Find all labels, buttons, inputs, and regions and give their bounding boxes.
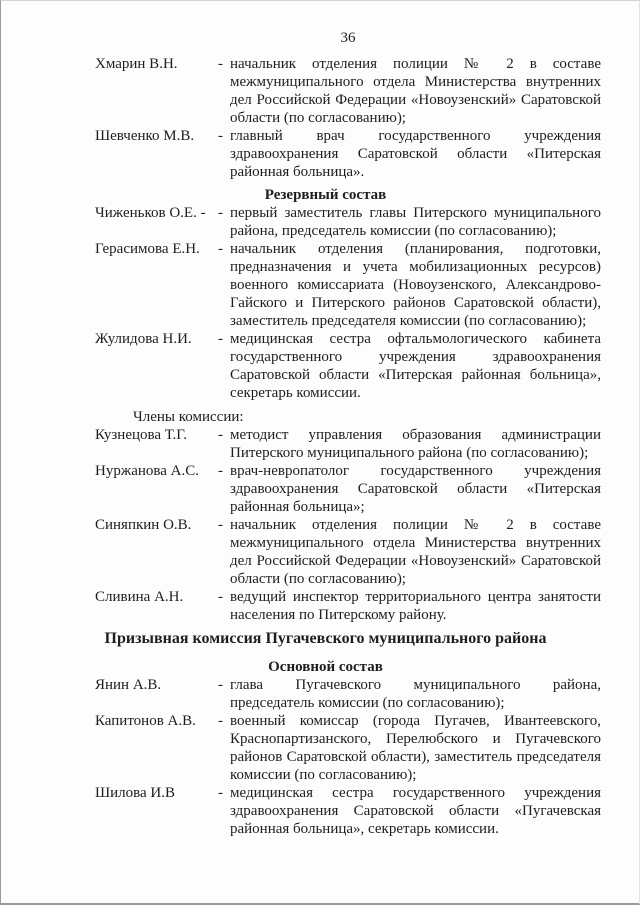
member-role-cell [218, 676, 601, 712]
member-role: первый заместитель главы Питерского муниципального района, председатель комиссии (по согласованию); [230, 205, 601, 239]
member-row [95, 127, 601, 181]
document-content [95, 29, 601, 838]
member-role: медицинская сестра офтальмологического кабинета государственного учреждения здравоохранения Саратовской области «Питерская районная больница», секретарь комиссии. [230, 331, 601, 401]
dash-separator: - [218, 128, 223, 144]
member-role: начальник отделения полиции № 2 в составе межмуниципального отдела Министерства внутренних дел Российской Федерации «Новоузенский» Саратовской области (по согласованию); [230, 517, 601, 587]
member-role: главный врач государственного учреждения здравоохранения Саратовской области «Питерская районная больница». [230, 128, 601, 180]
member-role: глава Пугачевского муниципального района, председатель комиссии (по согласованию); [230, 677, 601, 711]
member-role-cell [218, 712, 601, 784]
page-number: 36 [340, 30, 356, 46]
member-name: Жулидова Н.И. [95, 331, 192, 347]
member-role-cell [218, 426, 601, 462]
member-role: начальник отделения (планирования, подготовки, предназначения и учета мобилизационных ресурсов) военного комиссариата (Новоузенского, Александрово-Гайского и Питерского районов Саратовской области), заместитель председателя комиссии (по согласованию); [230, 241, 601, 329]
member-row [95, 240, 601, 330]
member-name: Капитонов А.В. [95, 713, 196, 729]
member-name: Шевченко М.В. [95, 128, 195, 144]
dash-separator: - [218, 517, 223, 533]
member-row [95, 462, 601, 516]
member-row [95, 588, 601, 624]
member-row [95, 676, 601, 712]
member-role-cell [218, 127, 601, 181]
member-name: Янин А.В. [95, 677, 162, 693]
member-name: Синяпкин О.В. [95, 517, 192, 533]
dash-separator: - [218, 589, 223, 605]
member-role: ведущий инспектор территориального центра занятости населения по Питерскому району. [230, 589, 601, 623]
member-row [95, 784, 601, 838]
dash-separator: - [218, 463, 223, 479]
member-role-cell [218, 588, 601, 624]
member-name: Хмарин В.Н. [95, 56, 178, 72]
member-role-cell [218, 330, 601, 402]
dash-separator: - [218, 785, 223, 801]
member-role: методист управления образования администрации Питерского муниципального района (по согласованию); [230, 427, 601, 461]
member-role: военный комиссар (города Пугачев, Ивантеевского, Краснопартизанского, Перелюбского и Пугачевского районов Саратовской области), заместитель председателя комиссии (по согласованию); [230, 713, 601, 783]
member-role: врач-невропатолог государственного учреждения здравоохранения Саратовской области «Питерская районная больница»; [230, 463, 601, 515]
member-row [95, 426, 601, 462]
member-role-cell [218, 462, 601, 516]
member-role-cell [218, 204, 601, 240]
member-name: Сливина А.Н. [95, 589, 184, 605]
member-role-cell [218, 516, 601, 588]
dash-separator: - [218, 427, 223, 443]
dash-separator: - [218, 205, 223, 221]
composition-heading: Основной состав [268, 659, 383, 675]
dash-separator: - [218, 56, 223, 72]
document-body [95, 55, 601, 838]
member-role-cell [218, 55, 601, 127]
member-name: Нуржанова А.С. [95, 463, 200, 479]
member-row [95, 712, 601, 784]
members-label: Члены комиссии: [133, 409, 244, 425]
member-name: Чиженьков О.Е. - [95, 205, 206, 221]
dash-separator: - [218, 713, 223, 729]
member-row [95, 55, 601, 127]
member-name: Кузнецова Т.Г. [95, 427, 187, 443]
dash-separator: - [218, 331, 223, 347]
dash-separator: - [218, 677, 223, 693]
commission-title: Призывная комиссия Пугачевского муниципального района [104, 630, 547, 647]
composition-heading: Резервный состав [264, 187, 387, 203]
member-name: Герасимова Е.Н. [95, 241, 200, 257]
member-role: медицинская сестра государственного учреждения здравоохранения Саратовской области «Пугачевская районная больница», секретарь комиссии. [230, 785, 601, 837]
dash-separator: - [218, 241, 223, 257]
member-name: Шилова И.В [95, 785, 176, 801]
member-role-cell [218, 784, 601, 838]
member-row [95, 516, 601, 588]
member-role: начальник отделения полиции № 2 в составе межмуниципального отдела Министерства внутренних дел Российской Федерации «Новоузенский» Саратовской области (по согласованию); [230, 56, 601, 126]
member-role-cell [218, 240, 601, 330]
member-row [95, 330, 601, 402]
member-row [95, 204, 601, 240]
